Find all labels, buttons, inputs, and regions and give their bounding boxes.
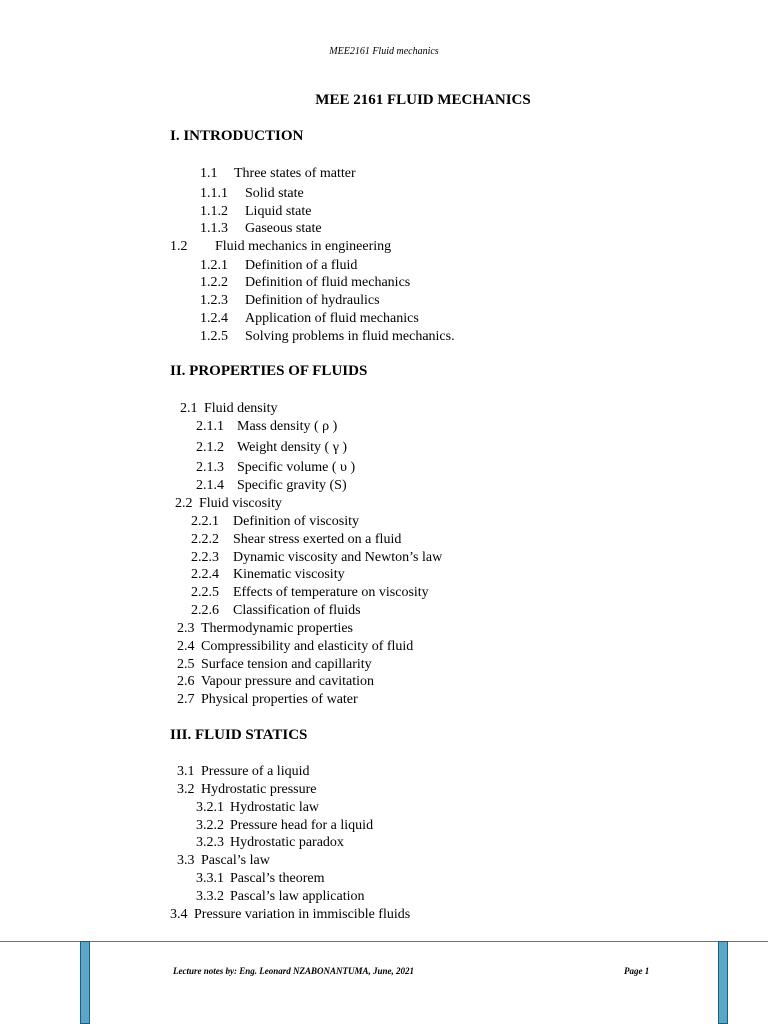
toc-number: 1.2.3 (200, 293, 228, 308)
toc-number: 3.2.2 (196, 818, 224, 833)
toc-number: 1.1.3 (200, 221, 228, 236)
toc-entry (191, 550, 442, 566)
toc-number: 2.2.1 (191, 514, 219, 529)
toc-number: 3.2.1 (196, 800, 224, 815)
toc-number: 2.1.4 (196, 478, 224, 493)
toc-number: 1.2.2 (200, 275, 228, 290)
toc-number: 2.6 (177, 674, 195, 689)
toc-entry (196, 835, 344, 851)
toc-entry (196, 419, 337, 435)
toc-number: 2.1.1 (196, 419, 224, 434)
toc-text: Physical properties of water (201, 692, 358, 707)
toc-number: 3.3 (177, 853, 195, 868)
toc-text: Pressure of a liquid (201, 764, 310, 779)
toc-entry (177, 692, 358, 708)
toc-entry (180, 401, 278, 417)
toc-entry (200, 204, 312, 220)
toc-number: 2.5 (177, 657, 195, 672)
footer-right-bar (718, 941, 728, 1024)
toc-text: Gaseous state (245, 221, 322, 236)
toc-text: Pascal’s law (201, 853, 270, 868)
toc-text: Hydrostatic paradox (230, 835, 344, 850)
toc-text: Liquid state (245, 204, 312, 219)
toc-text: Classification of fluids (233, 603, 361, 618)
footer-author: Lecture notes by: Eng. Leonard NZABONANTUMA, June, 2021 (173, 966, 415, 976)
toc-number: 3.1 (177, 764, 195, 779)
toc-text: Definition of a fluid (245, 258, 358, 273)
toc-entry (170, 907, 410, 923)
toc-entry (196, 818, 373, 834)
toc-text: Hydrostatic law (230, 800, 320, 815)
toc-entry (191, 567, 345, 583)
toc-text: Kinematic viscosity (233, 567, 345, 582)
toc-text: Fluid viscosity (199, 496, 282, 511)
toc-number: 1.2.5 (200, 329, 228, 344)
toc-text: Surface tension and capillarity (201, 657, 372, 672)
section-heading-introduction: I. INTRODUCTION (170, 128, 304, 144)
toc-text: Pascal’s theorem (230, 871, 325, 886)
toc-number: 2.2.4 (191, 567, 219, 582)
toc-entry (196, 478, 347, 494)
running-header: MEE2161 Fluid mechanics (329, 46, 439, 57)
toc-text: Pascal’s law application (230, 889, 365, 904)
toc-entry (177, 639, 413, 655)
toc-entry (196, 800, 319, 816)
footer-left-bar (80, 941, 90, 1024)
toc-entry (191, 532, 401, 548)
toc-text: Definition of fluid mechanics (245, 275, 411, 290)
toc-number: 2.2.2 (191, 532, 219, 547)
toc-text: Solving problems in fluid mechanics. (245, 329, 455, 344)
toc-entry (196, 440, 347, 456)
toc-text: Fluid density (204, 401, 278, 416)
toc-number: 2.7 (177, 692, 195, 707)
toc-entry (200, 329, 455, 345)
toc-entry (177, 674, 374, 690)
toc-entry (200, 258, 357, 274)
toc-entry (170, 239, 391, 255)
toc-text: Three states of matter (234, 166, 356, 181)
toc-number: 1.2.4 (200, 311, 228, 326)
toc-entry (177, 782, 316, 798)
toc-text: Hydrostatic pressure (201, 782, 317, 797)
toc-number: 2.1.2 (196, 440, 224, 455)
toc-number: 3.4 (170, 907, 188, 922)
toc-text: Weight density ( γ ) (237, 440, 348, 455)
toc-entry (175, 496, 282, 512)
toc-number: 1.1.1 (200, 186, 228, 201)
section-heading-properties: II. PROPERTIES OF FLUIDS (170, 363, 368, 379)
document-title: MEE 2161 FLUID MECHANICS (315, 92, 531, 108)
toc-text: Mass density ( ρ ) (237, 419, 338, 434)
toc-number: 2.4 (177, 639, 195, 654)
toc-entry (200, 186, 304, 202)
toc-text: Solid state (245, 186, 304, 201)
toc-text: Fluid mechanics in engineering (215, 239, 392, 254)
toc-number: 1.1 (200, 166, 218, 181)
toc-text: Definition of viscosity (233, 514, 359, 529)
toc-entry (200, 311, 419, 327)
toc-number: 3.2.3 (196, 835, 224, 850)
footer-divider (0, 941, 768, 942)
toc-text: Compressibility and elasticity of fluid (201, 639, 414, 654)
toc-number: 1.1.2 (200, 204, 228, 219)
toc-text: Specific gravity (S) (237, 478, 347, 493)
toc-text: Specific volume ( υ ) (237, 460, 356, 475)
toc-number: 2.1 (180, 401, 198, 416)
toc-entry (177, 764, 309, 780)
toc-text: Effects of temperature on viscosity (233, 585, 429, 600)
toc-entry (200, 275, 410, 291)
toc-number: 2.2 (175, 496, 193, 511)
toc-entry (200, 221, 322, 237)
toc-entry (200, 293, 380, 309)
toc-entry (177, 657, 372, 673)
toc-entry (191, 585, 429, 601)
toc-entry (177, 853, 270, 869)
toc-entry (191, 603, 361, 619)
toc-text: Pressure head for a liquid (230, 818, 374, 833)
toc-text: Thermodynamic properties (201, 621, 354, 636)
toc-number: 2.3 (177, 621, 195, 636)
toc-entry (200, 166, 356, 182)
toc-number: 2.2.5 (191, 585, 219, 600)
toc-entry (196, 889, 365, 905)
toc-text: Pressure variation in immiscible fluids (194, 907, 411, 922)
toc-text: Shear stress exerted on a fluid (233, 532, 402, 547)
toc-number: 3.3.2 (196, 889, 224, 904)
toc-number: 2.1.3 (196, 460, 224, 475)
toc-text: Dynamic viscosity and Newton’s law (233, 550, 443, 565)
page-number: Page 1 (624, 966, 650, 976)
toc-number: 2.2.3 (191, 550, 219, 565)
toc-number: 1.2.1 (200, 258, 228, 273)
toc-entry (196, 460, 355, 476)
section-heading-fluid-statics: III. FLUID STATICS (170, 727, 308, 743)
toc-number: 1.2 (170, 239, 188, 254)
toc-number: 3.3.1 (196, 871, 224, 886)
toc-text: Vapour pressure and cavitation (201, 674, 374, 689)
toc-text: Definition of hydraulics (245, 293, 380, 308)
toc-text: Application of fluid mechanics (245, 311, 419, 326)
toc-number: 3.2 (177, 782, 195, 797)
toc-entry (196, 871, 324, 887)
toc-entry (177, 621, 353, 637)
toc-number: 2.2.6 (191, 603, 219, 618)
toc-entry (191, 514, 359, 530)
